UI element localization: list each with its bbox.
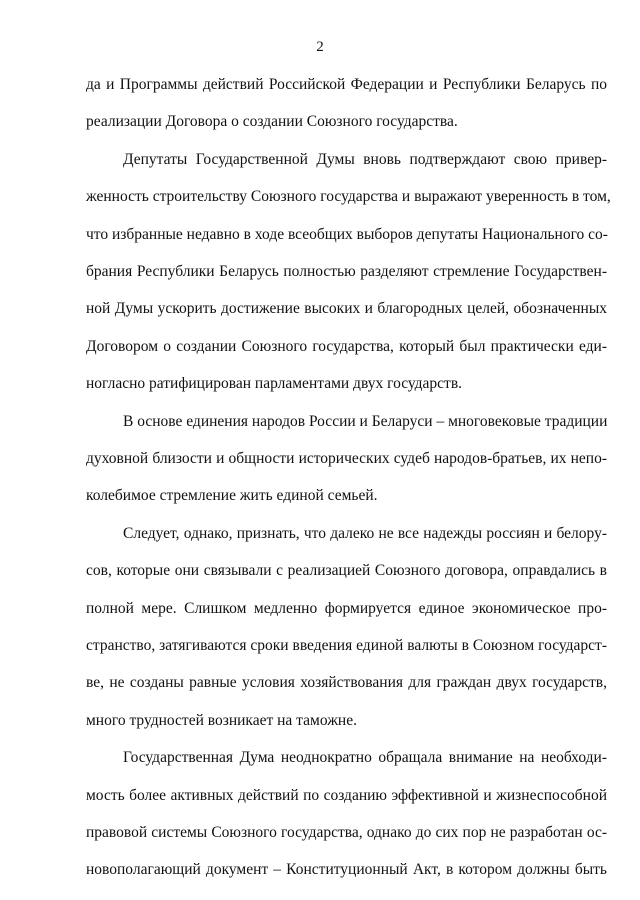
text-line: духовной близости и общности исторических судеб народов-братьев, их непо-	[86, 450, 607, 467]
text-line: странство, затягиваются сроки введения единой валюты в Союзном государст-	[86, 637, 607, 654]
page-number: 2	[316, 39, 324, 55]
text-line: да и Программы действий Российской Федерации и Республики Беларусь по	[86, 76, 607, 93]
text-line: женность строительству Союзного государства и выражают уверенность в том,	[86, 188, 611, 206]
text-line: что избранные недавно в ходе всеобщих выборов депутаты Национального со-	[86, 225, 608, 243]
text-line: брания Республики Беларусь полностью разделяют стремление Государствен-	[86, 263, 607, 280]
text-line: сов, которые они связывали с реализацией Союзного договора, оправдались в	[86, 562, 607, 580]
text-line: ной Думы ускорить достижение высоких и благородных целей, обозначенных	[86, 300, 607, 318]
text-line: реализации Договора о создании Союзного государства.	[86, 113, 458, 131]
text-line: ве, не созданы равные условия хозяйствования для граждан двух государств,	[86, 674, 607, 692]
text-line: Государственная Дума неоднократно обращала внимание на необходи-	[123, 749, 607, 767]
text-line: мость более активных действий по созданию эффективной и жизнеспособной	[86, 786, 607, 804]
text-line: ногласно ратифицирован парламентами двух государств.	[86, 375, 463, 393]
text-line: Договором о создании Союзного государства, который был практически еди-	[86, 337, 607, 355]
text-line: новополагающий документ – Конституционный Акт, в котором должны быть	[86, 861, 607, 879]
text-line: полной мере. Слишком медленно формируется единое экономическое про-	[86, 599, 607, 617]
text-line: Депутаты Государственной Думы вновь подтверждают свою привер-	[123, 150, 607, 168]
text-line: много трудностей возникает на таможне.	[86, 711, 357, 729]
text-line: правовой системы Союзного государства, однако до сих пор не разработан ос-	[86, 824, 607, 841]
text-line: В основе единения народов России и Беларуси – многовековые традиции	[123, 412, 608, 430]
text-line: Следует, однако, признать, что далеко не все надежды россиян и белору-	[123, 524, 607, 542]
text-line: колебимое стремление жить единой семьей.	[86, 487, 378, 505]
